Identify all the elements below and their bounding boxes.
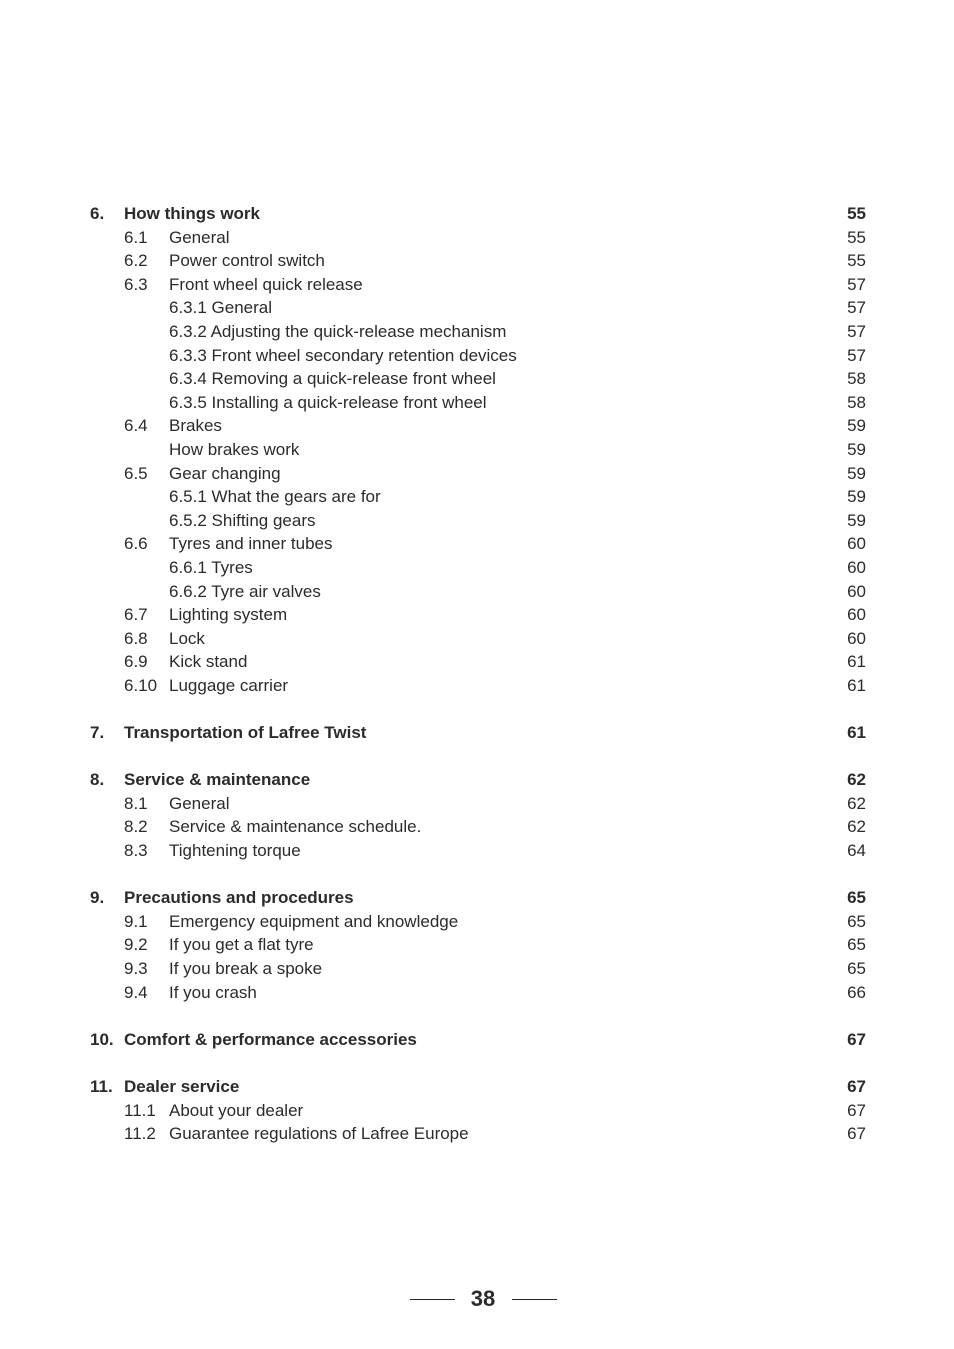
toc-entry-title: Gear changing	[169, 463, 281, 483]
toc-section[interactable]	[0, 792, 954, 816]
toc-entry-page: 61	[847, 652, 866, 672]
toc-entry-title: Precautions and procedures	[124, 888, 354, 908]
toc-entry-page: 57	[847, 298, 866, 318]
toc-entry-number: 9.2	[124, 935, 148, 955]
toc-entry-page: 65	[847, 959, 866, 978]
toc-section[interactable]	[0, 532, 954, 556]
footer-rule-right	[512, 1299, 557, 1300]
toc-entry-page: 66	[847, 982, 866, 1002]
toc-section[interactable]	[0, 627, 954, 651]
toc-subsection[interactable]	[0, 367, 954, 391]
toc-entry-page: 60	[847, 557, 866, 577]
toc-entry-title: Luggage carrier	[169, 675, 289, 695]
toc-subsection[interactable]	[0, 485, 954, 509]
toc-entry-title: Kick stand	[169, 652, 248, 672]
toc-entry-title: About your dealer	[169, 1100, 304, 1120]
toc-entry-page: 57	[847, 321, 866, 341]
toc-section[interactable]	[0, 249, 954, 273]
toc-chapter[interactable]	[0, 768, 954, 792]
toc-entry-title: 6.3.2 Adjusting the quick-release mechanism	[169, 321, 507, 341]
toc-entry-page: 55	[847, 251, 866, 271]
toc-entry-page: 65	[847, 911, 866, 931]
toc-entry-title: 6.3.1 General	[169, 298, 273, 318]
toc-entry-page: 60	[847, 628, 866, 648]
toc-subsection[interactable]	[0, 509, 954, 533]
toc-entry-number: 6.1	[124, 227, 148, 247]
toc-section[interactable]	[0, 910, 954, 934]
toc-entry-page: 55	[847, 227, 866, 247]
toc-entry-number: 6.10	[124, 675, 158, 695]
toc-entry-title: 6.6.1 Tyres	[169, 557, 253, 577]
footer-rule-left	[410, 1299, 455, 1300]
toc-entry-number: 7.	[90, 723, 105, 743]
toc-entry-number: 6.3	[124, 274, 148, 294]
toc-section[interactable]	[0, 933, 954, 957]
toc-entry-number: 8.1	[124, 793, 148, 813]
toc-subsection[interactable]	[0, 391, 954, 415]
toc-entry-page: 65	[847, 888, 866, 908]
toc-entry-page: 65	[847, 935, 866, 955]
toc-subsection[interactable]	[0, 438, 954, 462]
toc-entry-title: Lighting system	[169, 605, 288, 625]
toc-section[interactable]	[0, 674, 954, 698]
toc-entry-page: 60	[847, 581, 866, 601]
toc-entry-page: 60	[847, 605, 866, 625]
toc-entry-page: 67	[847, 1100, 866, 1120]
toc-entry-number: 6.9	[124, 652, 148, 672]
toc-chapter[interactable]	[0, 1075, 954, 1099]
toc-entry-page: 62	[847, 770, 866, 790]
toc-section[interactable]	[0, 957, 954, 981]
toc-subsection[interactable]	[0, 556, 954, 580]
toc-subsection[interactable]	[0, 320, 954, 344]
toc-entry-page: 61	[847, 723, 866, 743]
toc-entry-title: If you break a spoke	[169, 959, 323, 978]
page-number: 38	[470, 1286, 496, 1311]
toc-section[interactable]	[0, 414, 954, 438]
toc-section[interactable]	[0, 815, 954, 839]
toc-section[interactable]	[0, 650, 954, 674]
toc-entry-title: Brakes	[169, 416, 222, 436]
toc-entry-number: 6.2	[124, 251, 148, 271]
toc-chapter[interactable]	[0, 721, 954, 745]
toc-section[interactable]	[0, 273, 954, 297]
toc-entry-number: 9.3	[124, 959, 148, 978]
toc-entry-title: Transportation of Lafree Twist	[124, 723, 367, 743]
toc-entry-page: 57	[847, 274, 866, 294]
toc-section[interactable]	[0, 1099, 954, 1123]
toc-entry-title: General	[169, 793, 230, 813]
toc-entry-title: Service & maintenance	[124, 770, 311, 790]
toc-entry-page: 58	[847, 392, 866, 412]
toc-entry-page: 67	[847, 1076, 866, 1096]
toc-entry-page: 62	[847, 817, 866, 837]
table-of-contents	[0, 202, 954, 1146]
toc-entry-number: 10.	[90, 1029, 114, 1049]
toc-entry-title: 6.6.2 Tyre air valves	[169, 581, 321, 601]
toc-entry-title: 6.3.5 Installing a quick-release front wheel	[169, 392, 487, 412]
page-footer	[0, 1284, 954, 1314]
toc-entry-title: 6.5.1 What the gears are for	[169, 487, 381, 507]
toc-entry-title: Lock	[169, 628, 205, 648]
toc-chapter[interactable]	[0, 202, 954, 226]
toc-entry-page: 58	[847, 369, 866, 389]
toc-entry-number: 8.	[90, 770, 105, 790]
toc-entry-number: 6.7	[124, 605, 148, 625]
toc-entry-title: If you get a flat tyre	[169, 935, 314, 955]
toc-entry-title: Service & maintenance schedule.	[169, 817, 422, 837]
toc-entry-page: 67	[847, 1124, 866, 1144]
toc-entry-number: 11.2	[124, 1124, 156, 1144]
toc-section[interactable]	[0, 603, 954, 627]
toc-entry-page: 59	[847, 439, 866, 459]
toc-entry-title: Power control switch	[169, 251, 325, 271]
toc-entry-number: 6.4	[124, 416, 148, 436]
toc-entry-page: 59	[847, 487, 866, 507]
toc-subsection[interactable]	[0, 580, 954, 604]
toc-entry-title: 6.3.3 Front wheel secondary retention devices	[169, 345, 517, 365]
toc-entry-title: How things work	[124, 204, 260, 223]
toc-entry-number: 8.2	[124, 817, 148, 837]
toc-entry-title: Guarantee regulations of Lafree Europe	[169, 1124, 469, 1144]
toc-entry-number: 6.6	[124, 534, 148, 554]
toc-entry-page: 59	[847, 463, 866, 483]
toc-entry-number: 11.	[90, 1076, 113, 1096]
toc-entry-title: 6.5.2 Shifting gears	[169, 510, 316, 530]
toc-section[interactable]	[0, 1122, 954, 1146]
toc-subsection[interactable]	[0, 344, 954, 368]
toc-subsection[interactable]	[0, 296, 954, 320]
toc-entry-number: 9.	[90, 888, 105, 908]
toc-entry-title: Emergency equipment and knowledge	[169, 911, 459, 931]
toc-entry-number: 6.	[90, 204, 105, 223]
toc-entry-page: 59	[847, 510, 866, 530]
toc-entry-page: 67	[847, 1029, 866, 1049]
toc-section[interactable]	[0, 462, 954, 486]
toc-section[interactable]	[0, 226, 954, 250]
toc-entry-number: 6.8	[124, 628, 148, 648]
toc-entry-title: How brakes work	[169, 439, 300, 459]
toc-entry-number: 9.4	[124, 982, 148, 1002]
toc-entry-number: 11.1	[124, 1100, 156, 1120]
toc-entry-title: Tyres and inner tubes	[169, 534, 333, 554]
toc-entry-title: General	[169, 227, 230, 247]
toc-entry-page: 59	[847, 416, 866, 436]
toc-entry-page: 61	[847, 675, 866, 695]
toc-entry-number: 6.5	[124, 463, 148, 483]
toc-entry-title: Front wheel quick release	[169, 274, 363, 294]
toc-chapter[interactable]	[0, 886, 954, 910]
toc-entry-number: 9.1	[124, 911, 148, 931]
toc-entry-page: 57	[847, 345, 866, 365]
toc-entry-title: 6.3.4 Removing a quick-release front wheel	[169, 369, 496, 389]
toc-section[interactable]	[0, 981, 954, 1005]
toc-entry-title: Comfort & performance accessories	[124, 1029, 417, 1049]
toc-section[interactable]	[0, 839, 954, 863]
toc-entry-title: Tightening torque	[169, 841, 301, 861]
toc-chapter[interactable]	[0, 1028, 954, 1052]
toc-entry-number: 8.3	[124, 841, 148, 861]
toc-entry-title: Dealer service	[124, 1076, 240, 1096]
toc-entry-page: 60	[847, 534, 866, 554]
toc-entry-title: If you crash	[169, 982, 257, 1002]
toc-entry-page: 62	[847, 793, 866, 813]
toc-entry-page: 55	[847, 204, 866, 223]
toc-entry-page: 64	[847, 841, 866, 861]
